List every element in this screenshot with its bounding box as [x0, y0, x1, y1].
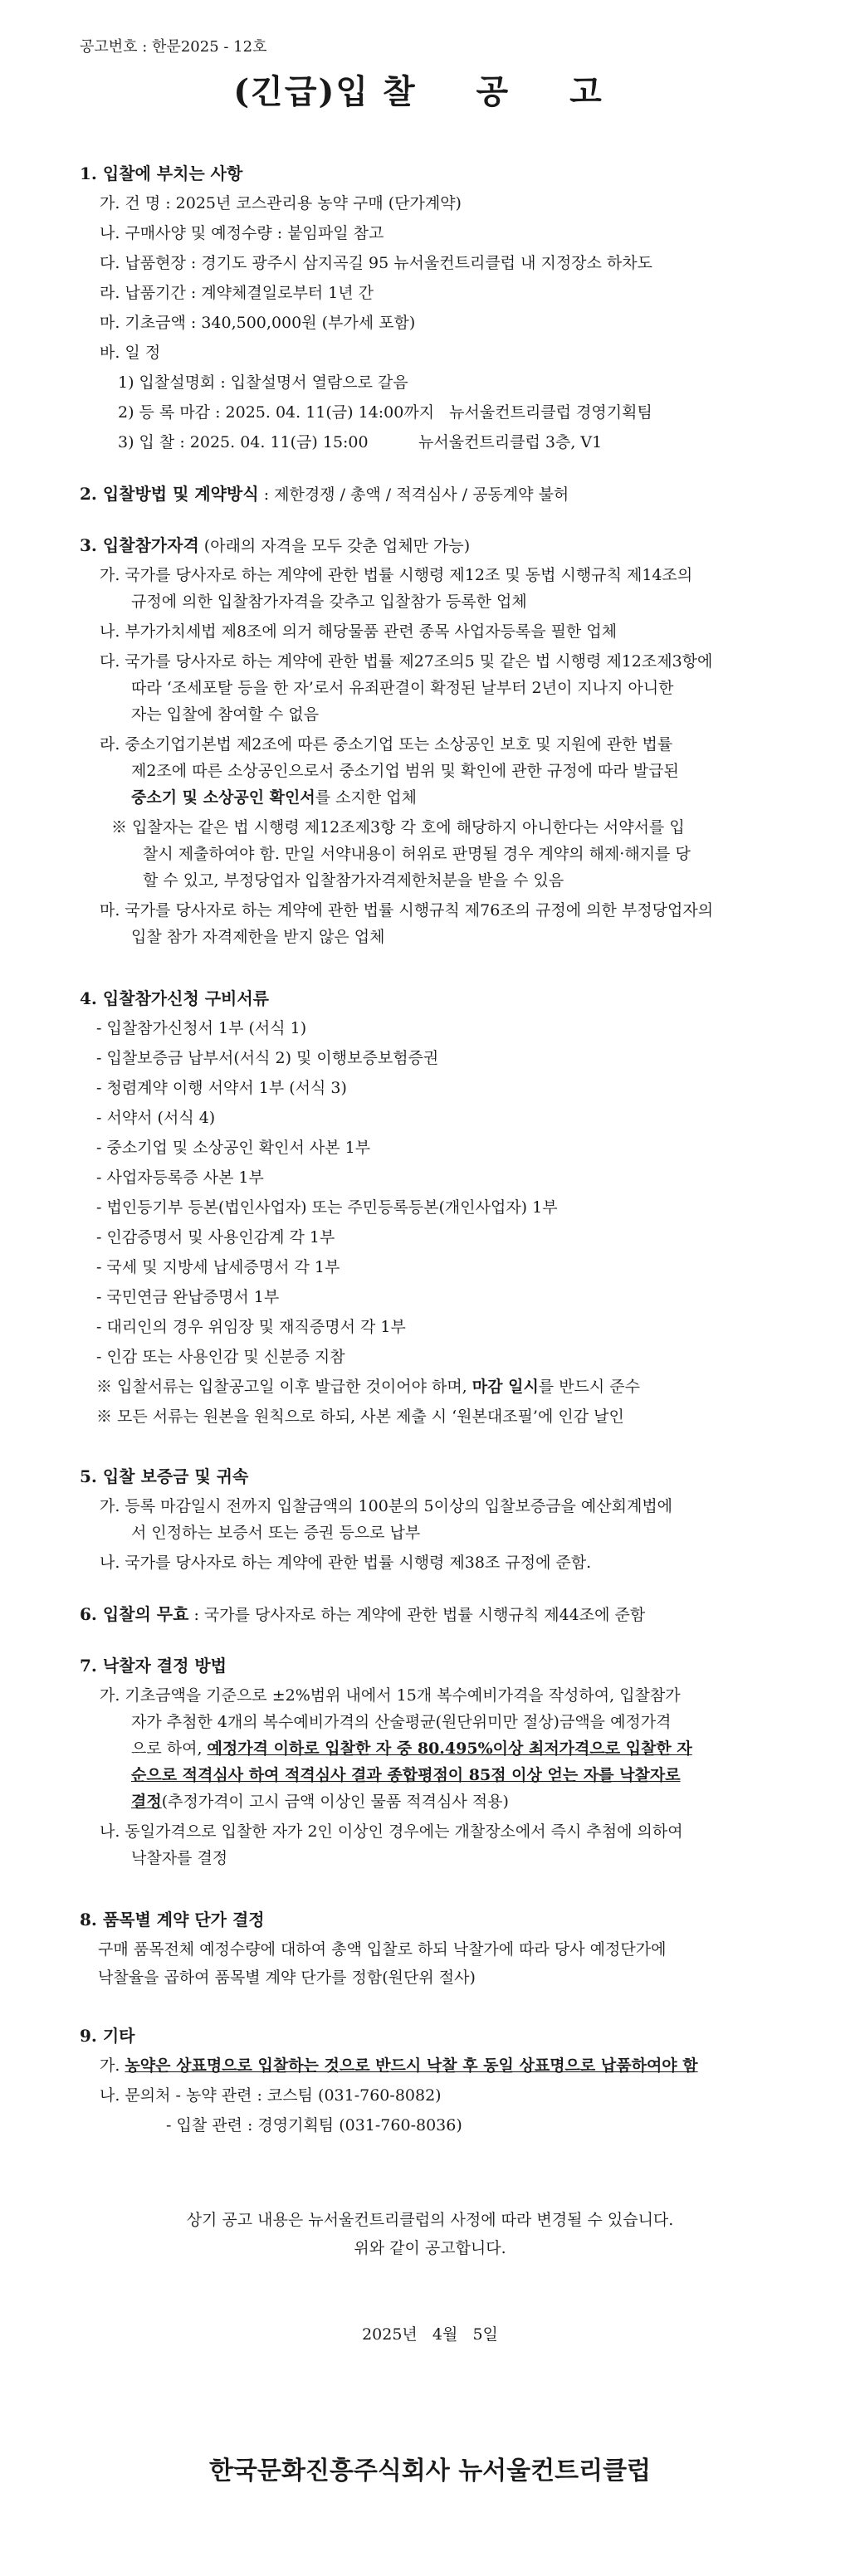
- s7-award-criteria-emphasis: 예정가격 이하로 입찰한 자 중 80.495%이상 최저가격으로 입찰한 자: [207, 1739, 692, 1758]
- section-6-body: : 국가를 당사자로 하는 계약에 관한 법률 시행규칙 제44조에 준함: [188, 1606, 646, 1624]
- closing-line-2: 위와 같이 공고합니다.: [354, 2239, 506, 2257]
- document-list-item: - 입찰참가신청서 1부 (서식 1): [96, 1019, 307, 1037]
- s1-item-e: 마. 기초금액 : 340,500,000원 (부가세 포함): [100, 314, 416, 332]
- s1-schedule-3: 3) 입 찰 : 2025. 04. 11(금) 15:00 뉴서울컨트리클럽 3층, V1: [118, 433, 603, 451]
- s3-item-b: 나. 부가가치세법 제8조에 의거 해당물품 관련 종목 사업자등록을 필한 업체: [100, 622, 618, 641]
- s9-contact-2: - 입찰 관련 : 경영기획팀 (031-760-8036): [166, 2116, 462, 2134]
- s3-item-c-line2: 따라 ‘조세포탈 등을 한 자’로서 유죄판결이 확정된 날부터 2년이 지나지 아니한: [131, 679, 674, 697]
- s7-item-a-line4: 순으로 적격심사 하여 적격심사 결과 종합평점이 85점 이상 얻는 자를 낙찰자로: [131, 1766, 681, 1784]
- section-6: [80, 1603, 645, 1626]
- s5-item-a-line2: 서 인정하는 보증서 또는 증권 등으로 납부: [131, 1524, 421, 1542]
- document-list-item: - 국민연금 완납증명서 1부: [96, 1288, 280, 1306]
- section-2-body: : 제한경쟁 / 총액 / 적격심사 / 공동계약 불허: [258, 485, 569, 504]
- issuer-name: 한국문화진흥주식회사 뉴서울컨트리클럽: [208, 2456, 652, 2486]
- s7-item-a-line3: [131, 1738, 692, 1759]
- section-3: [80, 534, 470, 557]
- s9-brand-notice: 농약은 상표명으로 입찰하는 것으로 반드시 낙찰 후 동일 상표명으로 납품하여야 함: [125, 2056, 698, 2075]
- notice-date: 2025년 4월 5일: [362, 2325, 498, 2344]
- section-2: [80, 483, 569, 505]
- s1-item-b: 나. 구매사양 및 예정수량 : 붙임파일 참고: [100, 224, 384, 242]
- s9-item-a-prefix: 가.: [100, 2056, 125, 2075]
- title-rest: 찰 공 고: [382, 72, 627, 111]
- s4-note-2: ※ 모든 서류는 원본을 원칙으로 하되, 사본 제출 시 ‘원본대조필’에 인감 날인: [96, 1408, 624, 1426]
- s4-note-1: [96, 1376, 640, 1398]
- s1-schedule-1: 1) 입찰설명회 : 입찰설명서 열람으로 갈음: [118, 373, 408, 392]
- s7-decision-emphasis: 결정: [131, 1793, 162, 1811]
- notice-number: 공고번호 : 한문2025 - 12호: [80, 38, 267, 56]
- document-list-item: - 청렴계약 이행 서약서 1부 (서식 3): [96, 1079, 347, 1097]
- document-list-item: - 중소기업 및 소상공인 확인서 사본 1부: [96, 1139, 371, 1157]
- document-list-item: - 서약서 (서식 4): [96, 1109, 216, 1127]
- document-list-item: - 사업자등록증 사본 1부: [96, 1168, 264, 1187]
- s4-note-1-a: ※ 입찰서류는 입찰공고일 이후 발급한 것이어야 하며,: [96, 1378, 472, 1396]
- page-title: [0, 72, 860, 111]
- s1-schedule-2: 2) 등 록 마감 : 2025. 04. 11(금) 14:00까지 뉴서울컨트리클럽 경영기획팀: [118, 403, 652, 422]
- s3-item-d-line2: 제2조에 따른 소상공인으로서 중소기업 범위 및 확인에 관한 규정에 따라 발급된: [131, 762, 679, 780]
- closing-line-1: 상기 공고 내용은 뉴서울컨트리클럽의 사정에 따라 변경될 수 있습니다.: [186, 2211, 674, 2229]
- s3-item-a-line1: 가. 국가를 당사자로 하는 계약에 관한 법률 시행령 제12조 및 동법 시행규칙 제14조의: [100, 566, 693, 584]
- section-9-heading: 9. 기타: [80, 2026, 135, 2046]
- s3-note-line1: ※ 입찰자는 같은 법 시행령 제12조제3항 각 호에 해당하지 아니한다는 서약서를 입: [111, 818, 685, 837]
- document-list-item: - 인감 또는 사용인감 및 신분증 지참: [96, 1348, 345, 1366]
- s3-item-e-line1: 마. 국가를 당사자로 하는 계약에 관한 법률 시행규칙 제76조의 규정에 의한 부정당업자의: [100, 901, 714, 920]
- s4-deadline-emphasis: 마감 일시: [472, 1378, 539, 1396]
- s3-item-d-line3: [131, 787, 417, 808]
- s9-item-a: [100, 2055, 698, 2076]
- document-list-item: - 법인등기부 등본(법인사업자) 또는 주민등록등본(개인사업자) 1부: [96, 1198, 558, 1217]
- s5-item-b: 나. 국가를 당사자로 하는 계약에 관한 법률 시행령 제38조 규정에 준함.: [100, 1554, 592, 1572]
- document-list-item: - 대리인의 경우 위임장 및 재직증명서 각 1부: [96, 1318, 406, 1336]
- s7-line5-rest: (추정가격이 고시 금액 이상인 물품 적격심사 적용): [161, 1793, 509, 1811]
- s1-item-c: 다. 납품현장 : 경기도 광주시 삼지곡길 95 뉴서울컨트리클럽 내 지정장소 하차도: [100, 254, 652, 272]
- s8-line1: 구매 품목전체 예정수량에 대하여 총액 입찰로 하되 낙찰가에 따라 당사 예정단가에: [98, 1940, 667, 1959]
- s3-note-line3: 할 수 있고, 부정당업자 입찰참가자격제한처분을 받을 수 있음: [143, 871, 564, 890]
- section-5-heading: 5. 입찰 보증금 및 귀속: [80, 1466, 249, 1486]
- section-2-heading: 2. 입찰방법 및 계약방식: [80, 484, 259, 504]
- s7-item-b-line1: 나. 동일가격으로 입찰한 자가 2인 이상인 경우에는 개찰장소에서 즉시 추첨에 의하여: [100, 1822, 683, 1841]
- s1-item-f: 바. 일 정: [100, 344, 161, 362]
- title-prefix: (긴급)입: [233, 72, 370, 111]
- section-3-heading: 3. 입찰참가자격: [80, 535, 199, 555]
- document-list-item: - 인감증명서 및 사용인감계 각 1부: [96, 1228, 335, 1247]
- section-4-heading: 4. 입찰참가신청 구비서류: [80, 988, 270, 1008]
- s3-certificate-emphasis: 중소기 및 소상공인 확인서: [131, 788, 315, 807]
- document-list-item: - 입찰보증금 납부서(서식 2) 및 이행보증보험증권: [96, 1049, 439, 1067]
- s3-item-a-line2: 규정에 의한 입찰참가자격을 갖추고 입찰참가 등록한 업체: [131, 593, 527, 611]
- s7-item-a-line1: 가. 기초금액을 기준으로 ±2%범위 내에서 15개 복수예비가격을 작성하여, 입찰참가: [100, 1686, 681, 1705]
- s1-item-a: 가. 건 명 : 2025년 코스관리용 농약 구매 (단가계약): [100, 194, 462, 212]
- s1-item-d: 라. 납품기간 : 계약체결일로부터 1년 간: [100, 284, 374, 302]
- s3-note-line2: 찰시 제출하여야 함. 만일 서약내용이 허위로 판명될 경우 계약의 해제·해지를 당: [143, 845, 691, 863]
- s9-contact-1: 나. 문의처 - 농약 관련 : 코스팀 (031-760-8082): [100, 2086, 442, 2105]
- s4-note-1-c: 를 반드시 준수: [538, 1378, 641, 1396]
- s5-item-a-line1: 가. 등록 마감일시 전까지 입찰금액의 100분의 5이상의 입찰보증금을 예산회계법에: [100, 1497, 673, 1515]
- s3-item-d-line1: 라. 중소기업기본법 제2조에 따른 중소기업 또는 소상공인 보호 및 지원에 관한 법률: [100, 735, 673, 754]
- section-3-note: (아래의 자격을 모두 갖춘 업체만 가능): [198, 537, 471, 555]
- s8-line2: 낙찰율을 곱하여 품목별 계약 단가를 정함(원단위 절사): [98, 1969, 476, 1987]
- document-list-item: - 국세 및 지방세 납세증명서 각 1부: [96, 1258, 340, 1276]
- s3-item-e-line2: 입찰 참가 자격제한을 받지 않은 업체: [131, 928, 385, 946]
- s7-item-b-line2: 낙찰자를 결정: [131, 1849, 228, 1867]
- s3-item-c-line1: 다. 국가를 당사자로 하는 계약에 관한 법률 제27조의5 및 같은 법 시행령 제12조제3항에: [100, 652, 713, 671]
- section-6-heading: 6. 입찰의 무효: [80, 1604, 189, 1624]
- section-7-heading: 7. 낙찰자 결정 방법: [80, 1656, 227, 1676]
- s7-item-a-line2: 자가 추첨한 4개의 복수예비가격의 산술평균(원단위미만 절상)금액을 예정가격: [131, 1713, 672, 1731]
- s7-line3-prefix: 으로 하여,: [131, 1739, 208, 1758]
- section-8-heading: 8. 품목별 계약 단가 결정: [80, 1910, 265, 1930]
- section-1-heading: 1. 입찰에 부치는 사항: [80, 163, 243, 183]
- s7-item-a-line5: [131, 1791, 509, 1812]
- s3-item-d-line3-rest: 를 소지한 업체: [315, 788, 417, 807]
- s3-item-c-line3: 자는 입찰에 참여할 수 없음: [131, 705, 320, 724]
